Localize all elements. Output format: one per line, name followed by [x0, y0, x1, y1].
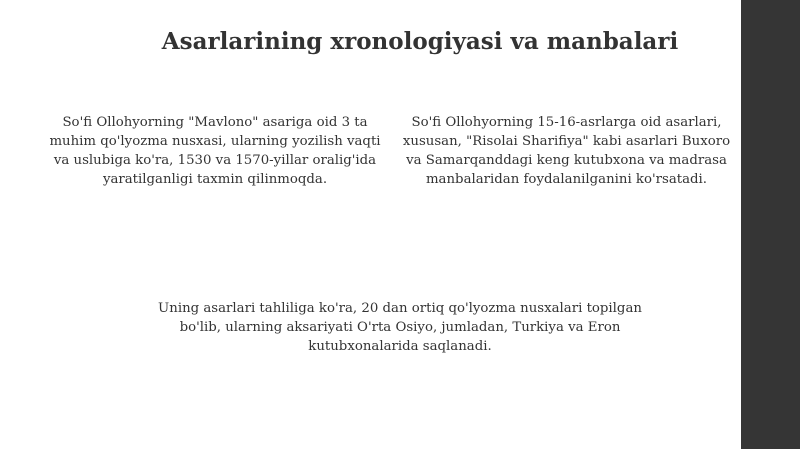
left-text-block: So'fi Ollohyorning "Mavlono" asariga oid 3 ta muhim qo'lyozma nusxasi, ularning yozilish vaqti va uslubiga ko'ra, 1530 va 1570-yillar oralig'ida yaratilganligi taxmin qilinmoqda. — [49, 115, 381, 187]
slide-title: Asarlarining xronologiyasi va manbalari — [161, 28, 679, 55]
right-text-line: va Samarqanddagi keng kutubxona va madrasa — [406, 153, 727, 168]
bottom-text-block: Uning asarlari tahliliga ko'ra, 20 dan ortiq qo'lyozma nusxalari topilgan bo'lib, ularning aksariyati O'rta Osiyo, jumladan, Turkiya va Eron kutubxonalarida saqlanadi. — [158, 301, 642, 354]
right-text-line: manbalaridan foydalanilganini ko'rsatadi. — [425, 172, 708, 187]
right-text-line: So'fi Ollohyorning 15-16-asrlarga oid asarlari, — [411, 115, 722, 130]
right-sidebar-panel — [741, 0, 800, 449]
right-text-line: xususan, "Risolai Sharifiya" kabi asarlari Buxoro — [402, 134, 731, 149]
right-text-block — [392, 113, 741, 189]
